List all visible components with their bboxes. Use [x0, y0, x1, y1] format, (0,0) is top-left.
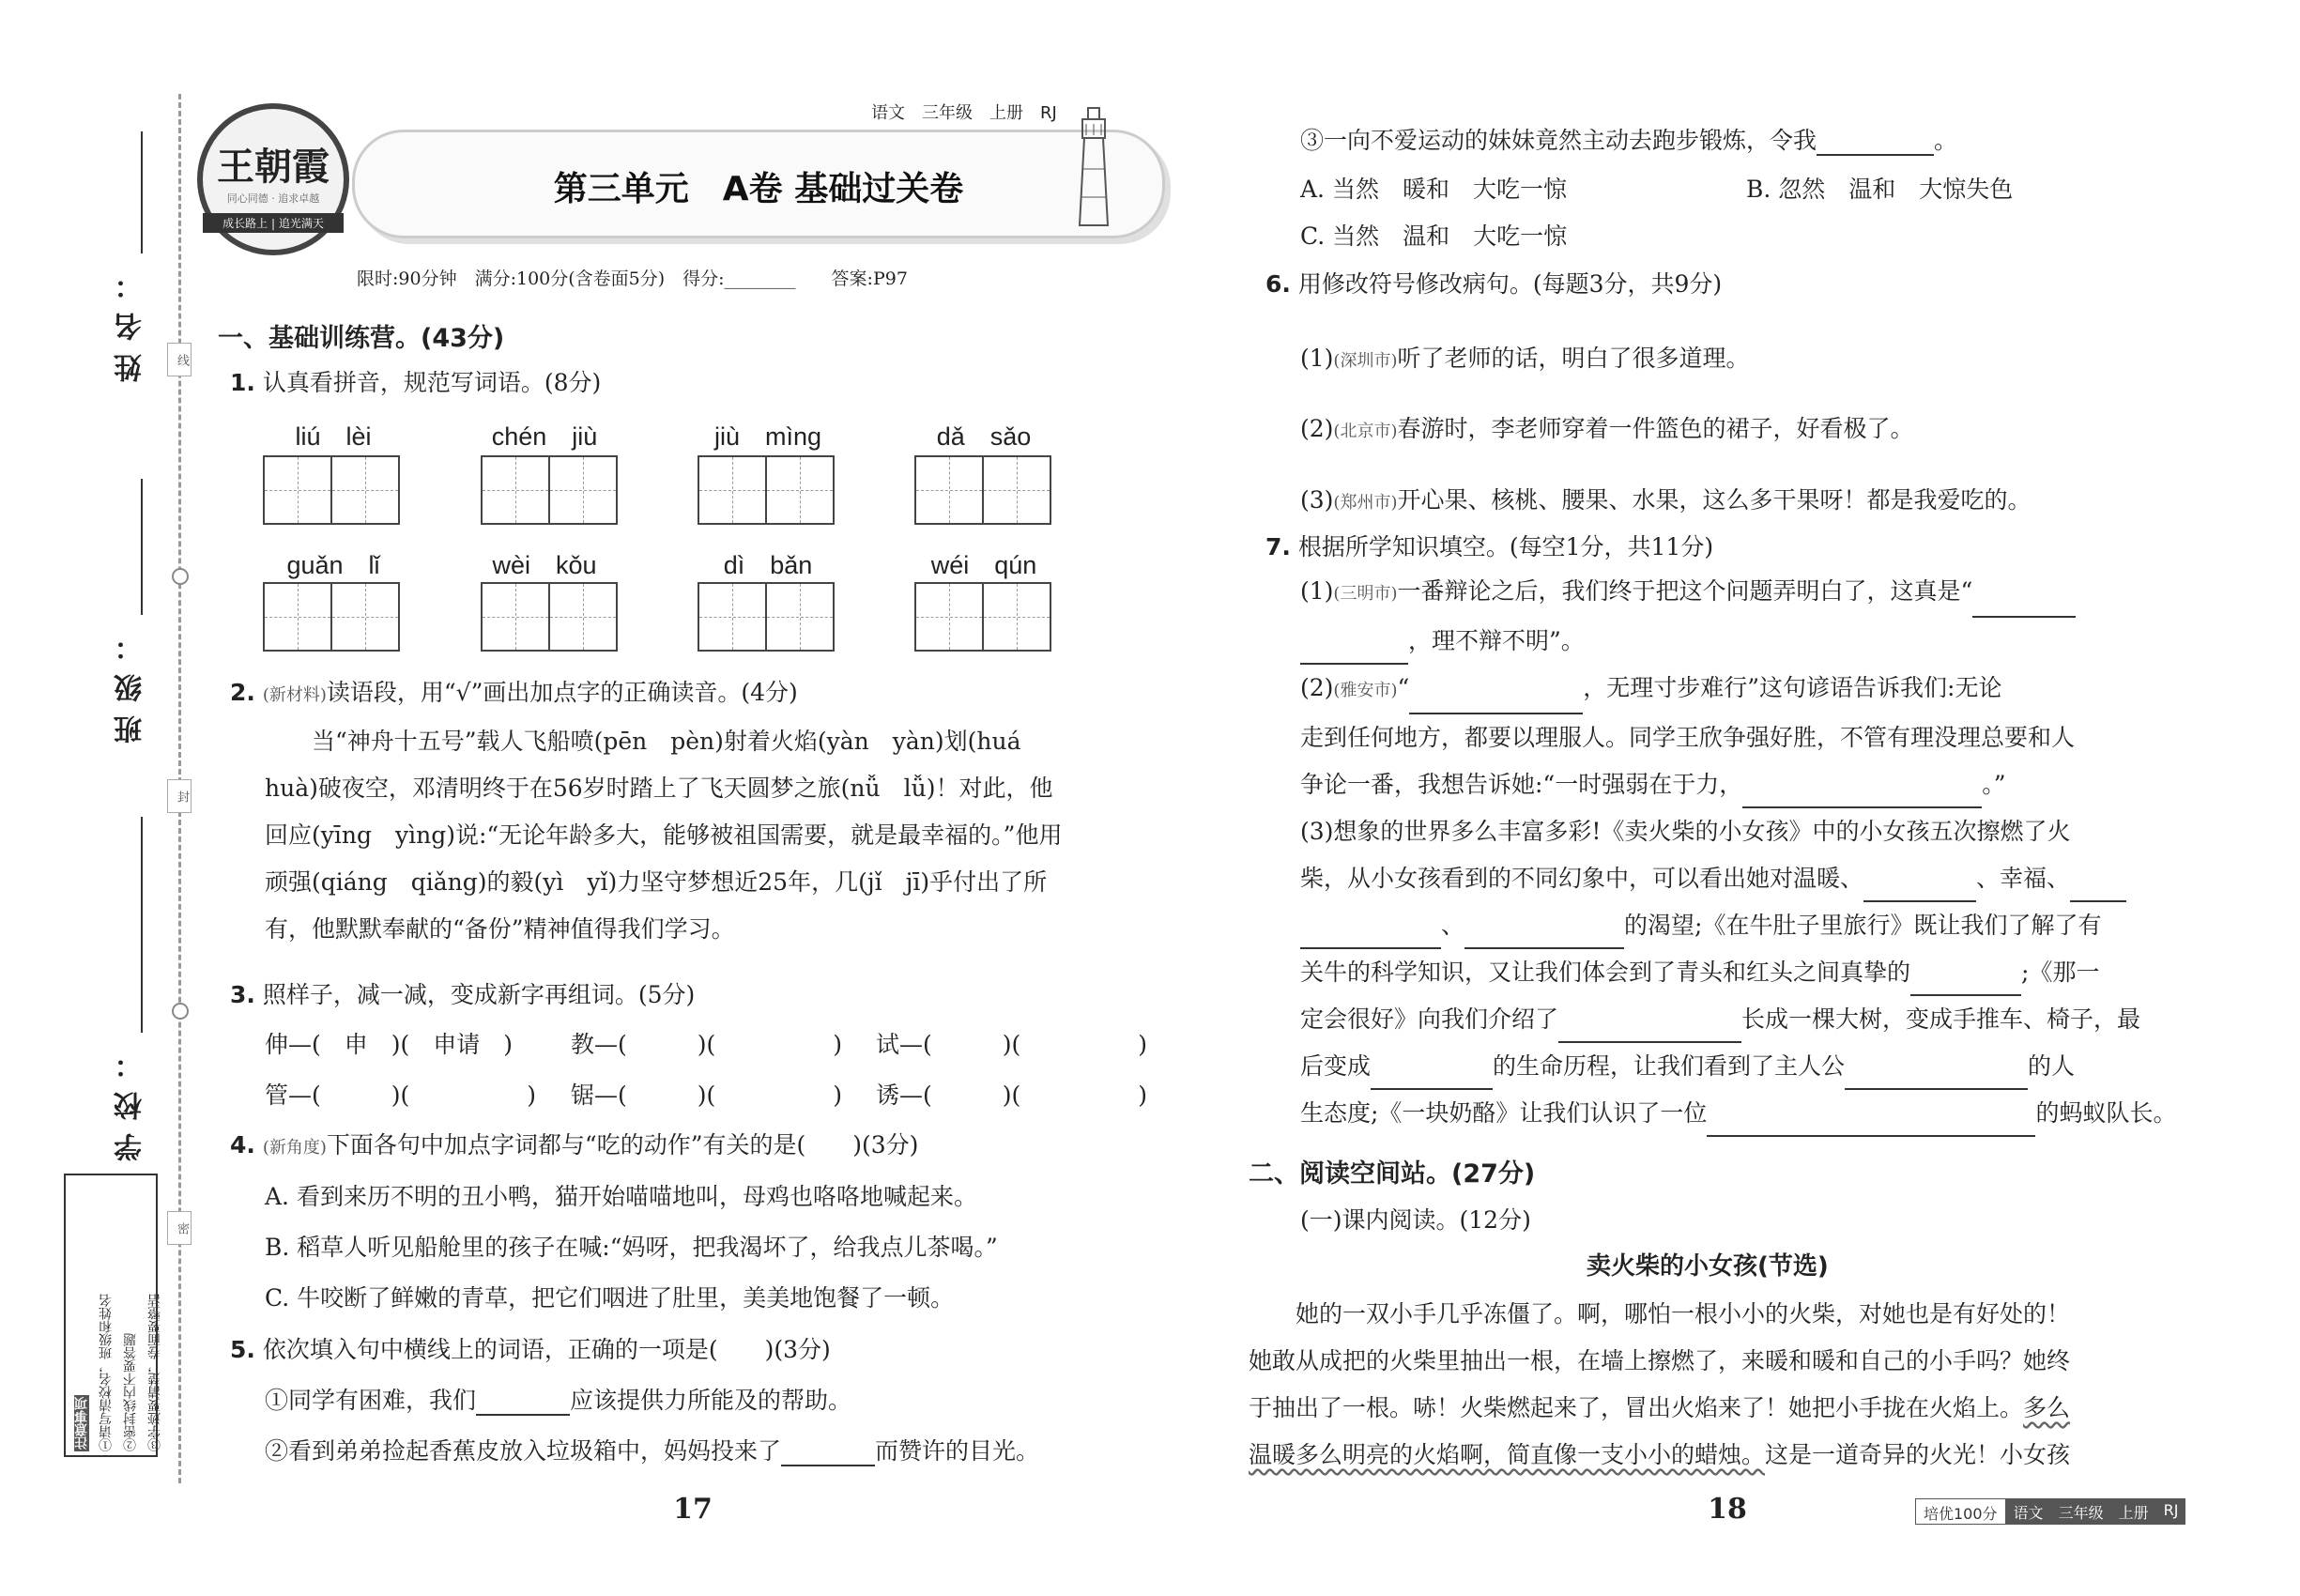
- q6-item-3: [1300, 482, 2031, 515]
- story-line: 她的一双小手几乎冻僵了。啊，哪怕一根小小的火柴，对她也是有好处的！: [1249, 1300, 2071, 1327]
- line-text: 于抽出了一根。哧！火柴燃起来了，冒出火焰来了！她把小手拢在火焰上。: [1249, 1394, 2024, 1421]
- line-text: 争论一番，我想告诉她:“一时强弱在于力，: [1300, 771, 1743, 798]
- q6-item-2: [1300, 410, 1913, 444]
- passage-line: 当“神舟十五号”载人飞船喷(pēn pèn)射着火焰(yàn yàn)划(huá: [265, 728, 1021, 755]
- page-title: 第三单元 A卷 基础过关卷: [553, 170, 964, 208]
- brand-logo: [197, 103, 349, 255]
- region-tag: (深圳市): [1333, 351, 1398, 371]
- q5-option-c: C. 当然 温和 大吃一惊: [1300, 223, 1568, 250]
- q7-body: [1300, 568, 2176, 1137]
- pinyin-label: wèi kǒu: [492, 551, 597, 579]
- logo-ribbon: 成长路上 | 追光满天: [203, 213, 344, 233]
- part1-title: 一、基础训练营。(43分): [218, 324, 505, 353]
- q6-heading: [1265, 266, 1722, 299]
- page-number-left: 17: [673, 1493, 713, 1526]
- pinyin-label: liú lèi: [295, 422, 372, 451]
- notice-item: ①请写清校名，班级和姓名: [99, 1294, 114, 1451]
- pinyin-label: jiù mìng: [713, 422, 822, 451]
- pinyin-label: guǎn lǐ: [286, 551, 380, 579]
- q7-line: [1300, 855, 2176, 902]
- underlined-text: 温暖多么明亮的火焰啊，简直像一支小小的蜡烛。: [1249, 1441, 1766, 1468]
- line-text: 的人: [2028, 1052, 2076, 1080]
- sentence-text: ②看到弟弟捡起香蕉皮放入垃圾箱中，妈妈投来了: [265, 1437, 782, 1465]
- q7-number: 7.: [1265, 533, 1291, 560]
- passage-line: 顽强(qiáng qiǎng)的毅(yì yǐ)力坚守梦想近25年，几(jǐ jī)乎付出了所: [265, 868, 1048, 896]
- q3-item: 试—( )( ): [876, 1031, 1148, 1058]
- q4-number: 4.: [230, 1131, 255, 1159]
- line-text: ;《那一: [2021, 959, 2100, 986]
- underlined-text: 多么: [2023, 1394, 2071, 1421]
- item-number: (2): [1300, 415, 1334, 442]
- class-label: 班级：: [115, 620, 147, 744]
- q5-sentence-3: [1300, 122, 1957, 156]
- q3-number: 3.: [230, 981, 255, 1008]
- line-text: 生态度;《一块奶酪》让我们认识了一位: [1300, 1099, 1708, 1127]
- story-line: [1249, 1432, 2070, 1479]
- cut-mark-2: 封: [167, 779, 192, 813]
- logo-text: 王朝霞: [217, 145, 330, 189]
- q7-line: [1300, 902, 2176, 949]
- line-text: 柴，从小女孩看到的不同幻象中，可以看出她对温暖、: [1300, 865, 1864, 892]
- line-text: 这是一道奇异的火光！小女孩: [1765, 1441, 2071, 1468]
- line-text: 关牛的科学知识，又让我们体会到了青头和红头之间真挚的: [1300, 959, 1911, 986]
- q4-option-b: B. 稻草人听见船舱里的孩子在喊:“妈呀，把我渴坏了，给我点儿茶喝。”: [265, 1234, 998, 1261]
- footer-edition: RJ: [2156, 1498, 2186, 1525]
- q4-tag: (新角度): [262, 1138, 327, 1158]
- q4-text: 下面各句中加点字词都与“吃的动作”有关的是( )(3分): [326, 1131, 919, 1159]
- passage-line: 回应(yīng yìng)说:“无论年龄多大，能够被祖国需要，就是最幸福的。”他用: [265, 821, 1063, 849]
- pinyin-label: dǎ sǎo: [936, 422, 1032, 451]
- q2-tag: (新材料): [262, 685, 327, 705]
- writing-grid[interactable]: [914, 455, 1051, 525]
- footer-volume: 上册: [2111, 1498, 2156, 1525]
- q3-item: 锯—( )( ): [571, 1082, 843, 1109]
- title-banner: [352, 130, 1165, 238]
- q6-item-1: [1300, 340, 1749, 374]
- subject-label: 语文 三年级 上册 RJ: [871, 103, 1057, 123]
- q5-text: 依次填入句中横线上的词语，正确的一项是( )(3分): [262, 1336, 831, 1363]
- q7-line: [1300, 996, 2176, 1043]
- q7-line: [1300, 665, 2176, 714]
- story-line: 她敢从成把的火柴里抽出一根，在墙上擦燃了，来暖和暖和自己的小手吗？她终: [1249, 1347, 2071, 1374]
- q7-line: [1300, 1090, 2176, 1137]
- part2-title: 二、阅读空间站。(27分): [1249, 1159, 1536, 1189]
- item-number: (1): [1300, 345, 1334, 372]
- q7-line: [1300, 1043, 2176, 1090]
- q7-line: [1300, 618, 2176, 665]
- q3-item: 教—( )( ): [571, 1031, 843, 1058]
- writing-grid[interactable]: [263, 582, 400, 652]
- part2-subtitle: (一)课内阅读。(12分): [1300, 1206, 1531, 1234]
- answer-blank[interactable]: [781, 1465, 875, 1466]
- answer-blank[interactable]: [1817, 154, 1934, 156]
- sentence-text: 而赞许的目光。: [875, 1437, 1040, 1465]
- sentence-text: ①同学有困难，我们: [265, 1387, 477, 1414]
- sentence-text: ③一向不爱运动的妹妹竟然主动去跑步锻炼，令我: [1300, 127, 1817, 154]
- notice-box: [64, 1174, 162, 1457]
- q7-line: [1300, 949, 2176, 996]
- pinyin-label: wéi qún: [930, 551, 1037, 579]
- item-number: (2): [1300, 674, 1334, 701]
- item-text: 春游时，李老师穿着一件篮色的裙子，好看极了。: [1397, 415, 1914, 442]
- line-text: 后变成: [1300, 1052, 1372, 1080]
- q2-heading: [230, 674, 798, 708]
- q6-text: 用修改符号修改病句。(每题3分，共9分): [1297, 270, 1723, 298]
- footer-brand: 培优100分: [1915, 1498, 2006, 1525]
- item-text: 开心果、核桃、腰果、水果，这么多干果呀！都是我爱吃的。: [1397, 486, 2032, 514]
- line-text: ，无理寸步难行”这句谚语告诉我们:无论: [1583, 674, 2002, 701]
- q1-number: 1.: [230, 369, 255, 396]
- q5-number: 5.: [230, 1336, 255, 1363]
- q3-text: 照样子，减一减，变成新字再组词。(5分): [262, 981, 696, 1008]
- q4-option-a: A. 看到来历不明的丑小鸭，猫开始喵喵地叫，母鸡也咯咯地喊起来。: [265, 1183, 977, 1210]
- story-passage: [1249, 1291, 2070, 1479]
- sentence-text: 。: [1934, 127, 1958, 154]
- region-tag: (郑州市): [1333, 493, 1398, 513]
- q1-heading: [230, 364, 601, 398]
- cut-mark-3: 密: [167, 1211, 192, 1245]
- q3-item: 管—( )( ): [265, 1082, 537, 1109]
- logo-subtitle: 同心同德 · 追求卓越: [226, 192, 320, 205]
- story-line: [1249, 1385, 2070, 1432]
- region-tag: (北京市): [1333, 422, 1398, 441]
- writing-grid[interactable]: [698, 582, 835, 652]
- writing-grid[interactable]: [481, 455, 618, 525]
- item-text: 听了老师的话，明白了很多道理。: [1397, 345, 1750, 372]
- q5-option-b: B. 忽然 温和 大惊失色: [1746, 176, 2014, 203]
- q7-line: [1300, 568, 2176, 618]
- q5-sentence-2: [265, 1433, 1039, 1466]
- q3-heading: [230, 976, 695, 1010]
- name-line: [141, 131, 143, 253]
- answer-blank[interactable]: [1707, 1135, 2035, 1137]
- notice-item: ②密封线内不要答题: [123, 1333, 138, 1451]
- q3-item: 诱—( )( ): [876, 1082, 1148, 1109]
- name-label: 姓名：: [115, 258, 147, 382]
- answer-blank[interactable]: [476, 1414, 570, 1416]
- passage-line: 有，他默默奉献的“备份”精神值得我们学习。: [265, 915, 735, 943]
- line-text: ，理不辩不明”。: [1408, 627, 1585, 654]
- q7-heading: [1265, 529, 1713, 562]
- line-text: 定会很好》向我们介绍了: [1300, 1005, 1559, 1033]
- exam-meta: 限时:90分钟 满分:100分(含卷面5分) 得分:________ 答案:P97: [357, 269, 908, 289]
- line-text: 一番辩论之后，我们终于把这个问题弄明白了，这真是“: [1397, 577, 1973, 605]
- binding-hole-1: [172, 568, 189, 585]
- binding-hole-2: [172, 1003, 189, 1020]
- notice-title: 注意事项: [74, 1397, 89, 1450]
- line-text: 、: [1441, 912, 1465, 939]
- line-text: 的渴望;《在牛肚子里旅行》既让我们了解了有: [1624, 912, 2102, 939]
- school-line: [141, 817, 143, 1033]
- class-line: [141, 479, 143, 615]
- cut-mark-1: 线: [167, 343, 192, 376]
- footer-subject: 语文: [2006, 1498, 2051, 1525]
- q3-item: 伸—( 申 )( 申请 ): [265, 1031, 514, 1058]
- q2-number: 2.: [230, 679, 255, 706]
- pinyin-label: dì bǎn: [723, 551, 813, 579]
- q1-text: 认真看拼音，规范写词语。(8分): [262, 369, 602, 396]
- q7-line: [1300, 761, 2176, 808]
- q2-text: 读语段，用“√”画出加点字的正确读音。(4分): [326, 679, 798, 706]
- story-title: 卖火柴的小女孩(节选): [1587, 1252, 1829, 1281]
- q7-line: 走到任何地方，都要以理服人。同学王欣争强好胜，不管有理没理总要和人: [1300, 724, 2076, 751]
- region-tag: (三明市): [1333, 584, 1398, 604]
- pinyin-label: chén jiù: [491, 422, 598, 451]
- line-text: “: [1397, 674, 1410, 701]
- footer-badge: [1915, 1498, 2185, 1525]
- q5-option-a: A. 当然 暖和 大吃一惊: [1300, 176, 1567, 203]
- q7-line: (3)想象的世界多么丰富多彩!《卖火柴的小女孩》中的小女孩五次擦燃了火: [1300, 818, 2071, 845]
- q2-passage: [265, 718, 1062, 953]
- lighthouse-icon: [1075, 103, 1112, 230]
- sentence-text: 应该提供力所能及的帮助。: [570, 1387, 852, 1414]
- q7-text: 根据所学知识填空。(每空1分，共11分): [1297, 533, 1714, 560]
- q4-heading: [230, 1127, 918, 1160]
- page-number-right: 18: [1708, 1493, 1747, 1526]
- region-tag: (雅安市): [1333, 681, 1398, 700]
- line-text: 的蚂蚁队长。: [2035, 1099, 2177, 1127]
- line-text: 长成一棵大树，变成手推车、椅子，最: [1741, 1005, 2141, 1033]
- writing-grid[interactable]: [263, 455, 400, 525]
- line-text: 。”: [1982, 771, 2006, 798]
- item-number: (3): [1300, 486, 1334, 514]
- item-number: (1): [1300, 577, 1334, 605]
- writing-grid[interactable]: [698, 455, 835, 525]
- line-text: 的生命历程，让我们看到了主人公: [1493, 1052, 1846, 1080]
- q5-sentence-1: [265, 1382, 851, 1416]
- writing-grid[interactable]: [481, 582, 618, 652]
- footer-grade: 三年级: [2051, 1498, 2111, 1525]
- school-label: 学校：: [115, 1037, 147, 1161]
- passage-line: huà)破夜空，邓清明终于在56岁时踏上了飞天圆梦之旅(nǚ lǚ)！对此，他: [265, 775, 1053, 802]
- q4-option-c: C. 牛咬断了鲜嫩的青草，把它们咽进了肚里，美美地饱餐了一顿。: [265, 1284, 955, 1312]
- answer-blank[interactable]: [1972, 616, 2076, 618]
- line-text: 、幸福、: [1976, 865, 2071, 892]
- notice-item: ③字迹要清楚，卷面要整洁: [147, 1294, 162, 1451]
- q6-number: 6.: [1265, 270, 1291, 298]
- writing-grid[interactable]: [914, 582, 1051, 652]
- q5-heading: [230, 1331, 831, 1365]
